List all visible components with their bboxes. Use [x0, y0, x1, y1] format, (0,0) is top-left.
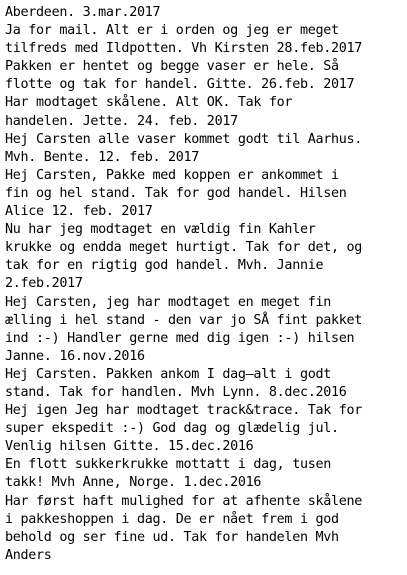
text-line: tilfreds med Ildpotten. Vh Kirsten 28.feb.2017 [5, 41, 363, 57]
text-line: Har modtaget skålene. Alt OK. Tak for [5, 95, 293, 111]
text-line: Hej Carsten. Pakken ankom I dag–alt i godt [5, 366, 331, 382]
text-line: Venlig hilsen Gitte. 15.dec.2016 [5, 439, 254, 455]
text-line: i pakkeshoppen i dag. De er nået frem i god [5, 511, 339, 527]
text-line: ind :-) Handler gerne med dig igen :-) hilsen [5, 330, 355, 346]
text-line: Janne. 16.nov.2016 [5, 348, 145, 364]
text-line: handelen. Jette. 24. feb. 2017 [5, 113, 238, 129]
text-line: Hej Carsten, jeg har modtaget en meget fin [5, 294, 331, 310]
text-line: ælling i hel stand - den var jo SÅ fint pakket [5, 312, 363, 328]
text-line: Hej Carsten, Pakke med koppen er ankommet i [5, 167, 339, 183]
text-line: fin og hel stand. Tak for god handel. Hilsen [5, 185, 347, 201]
text-line: En flott sukkerkrukke mottatt i dag, tusen [5, 457, 331, 473]
text-line: Mvh. Bente. 12. feb. 2017 [5, 149, 200, 165]
text-line: flotte og tak for handel. Gitte. 26.feb. 2017 [5, 77, 355, 93]
text-line: stand. Tak for handlen. Mvh Lynn. 8.dec.2016 [5, 384, 347, 400]
text-line: Alice 12. feb. 2017 [5, 204, 153, 220]
text-line: Hej Carsten alle vaser kommet godt til Aarhus. [5, 131, 363, 147]
text-line: Nu har jeg modtaget en vældig fin Kahler [5, 222, 316, 238]
text-line: takk! Mvh Anne, Norge. 1.dec.2016 [5, 475, 262, 491]
text-line: tak for en rigtig god handel. Mvh. Jannie [5, 258, 324, 274]
text-line: krukke og endda meget hurtigt. Tak for det, og [5, 240, 363, 256]
text-line: Ja for mail. Alt er i orden og jeg er meget [5, 23, 339, 39]
text-line: Anders [5, 547, 52, 563]
text-line: behold og ser fine ud. Tak for handelen Mvh [5, 529, 339, 545]
text-line: super ekspedit :-) God dag og glædelig jul. [5, 421, 339, 437]
text-line: Aberdeen. 3.mar.2017 [5, 5, 161, 20]
testimonial-document [5, 4, 405, 565]
text-line: 2.feb.2017 [5, 276, 83, 292]
text-line: Pakken er hentet og begge vaser er hele. Så [5, 59, 339, 75]
text-line: Hej igen Jeg har modtaget track&trace. Tak for [5, 403, 363, 419]
text-line: Har først haft mulighed for at afhente skålene [5, 493, 363, 509]
